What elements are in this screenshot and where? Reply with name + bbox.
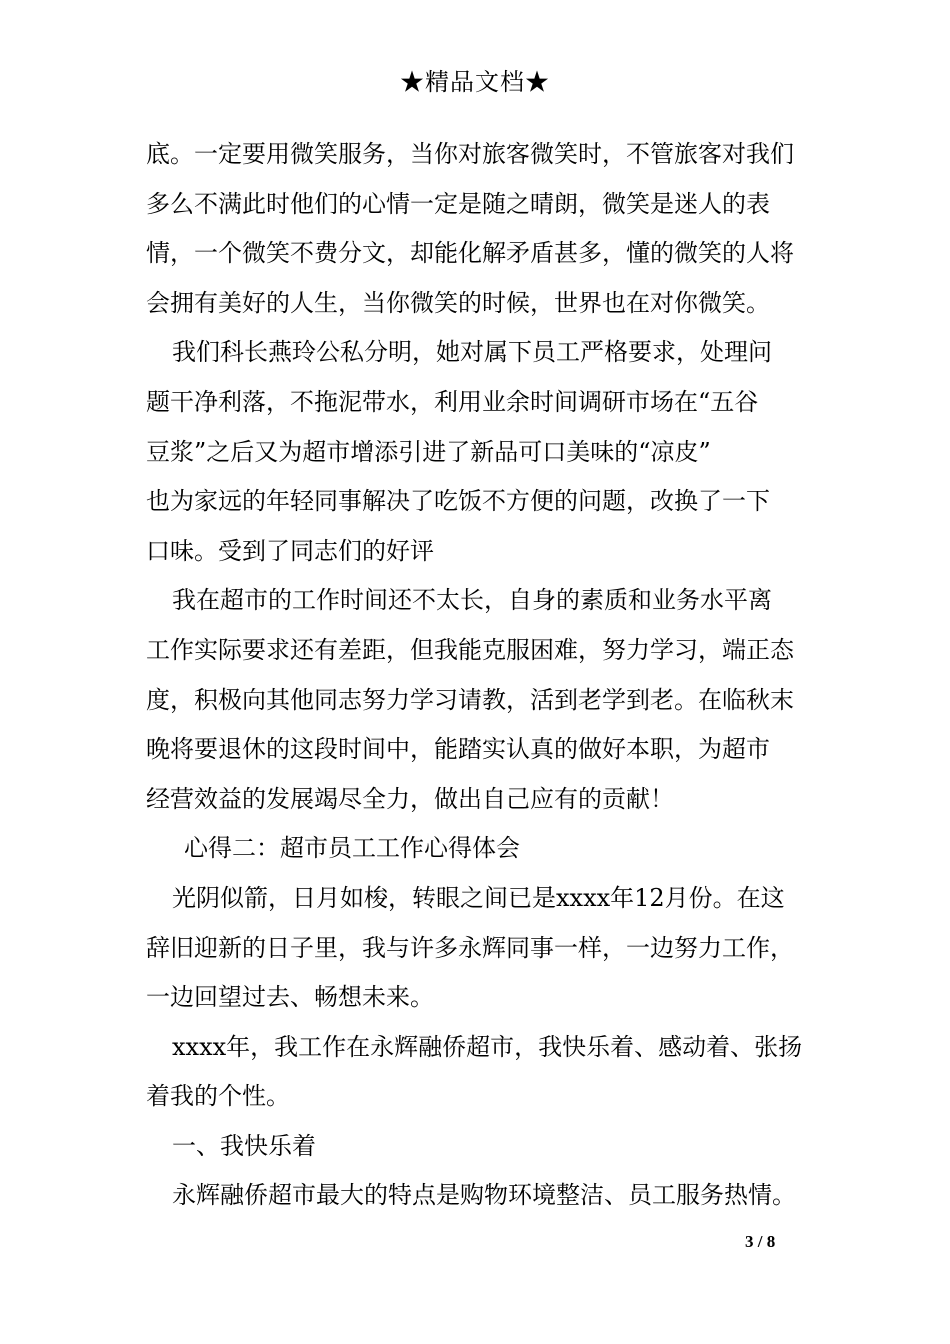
text-line: 情，一个微笑不费分文，却能化解矛盾甚多，懂的微笑的人将: [146, 239, 794, 268]
text-line: 口味。受到了同志们的好评: [146, 536, 434, 565]
text-line: 着我的个性。: [146, 1082, 290, 1111]
text-line: 题干净利落，不拖泥带水，利用业余时间调研市场在“五谷: [146, 387, 759, 416]
text-line: 我在超市的工作时间还不太长，自身的素质和业务水平离: [172, 586, 772, 615]
text-line: 一、我快乐着: [172, 1131, 316, 1160]
text-line: 经营效益的发展竭尽全力，做出自己应有的贡献！: [146, 784, 674, 813]
text-line: 底。一定要用微笑服务，当你对旅客微笑时，不管旅客对我们: [146, 140, 794, 168]
document-body: [146, 130, 814, 1221]
text-line: 晚将要退休的这段时间中，能踏实认真的做好本职，为超市: [146, 735, 770, 764]
text-line: 也为家远的年轻同事解决了吃饭不方便的问题，改换了一下: [146, 487, 770, 516]
text-line: 度，积极向其他同志努力学习请教，活到老学到老。在临秋末: [146, 685, 794, 714]
text-line: 会拥有美好的人生，当你微笑的时候，世界也在对你微笑。: [146, 288, 770, 317]
text-line: 辞旧迎新的日子里，我与许多永辉同事一样，一边努力工作，: [146, 933, 794, 962]
text-line: 豆浆”之后又为超市增添引进了新品可口美味的“凉皮”: [146, 437, 711, 466]
text-line: 多么不满此时他们的心情一定是随之晴朗，微笑是迷人的表: [146, 189, 770, 218]
text-line: 光阴似箭，日月如梭，转眼之间已是xxxx年12月份。在这: [172, 883, 785, 912]
text-line: 一边回望过去、畅想未来。: [146, 983, 434, 1012]
page-number: 3 / 8: [745, 1232, 776, 1251]
text-line: xxxx年，我工作在永辉融侨超市，我快乐着、感动着、张扬: [172, 1032, 803, 1061]
document-header: ★精品文档★: [400, 68, 550, 96]
text-line: 永辉融侨超市最大的特点是购物环境整洁、员工服务热情。: [172, 1181, 796, 1210]
text-line: 我们科长燕玲公私分明，她对属下员工严格要求，处理问: [172, 338, 772, 367]
text-line: 工作实际要求还有差距，但我能克服困难，努力学习，端正态: [146, 635, 794, 664]
text-line: 心得二：超市员工工作心得体会: [184, 834, 520, 863]
